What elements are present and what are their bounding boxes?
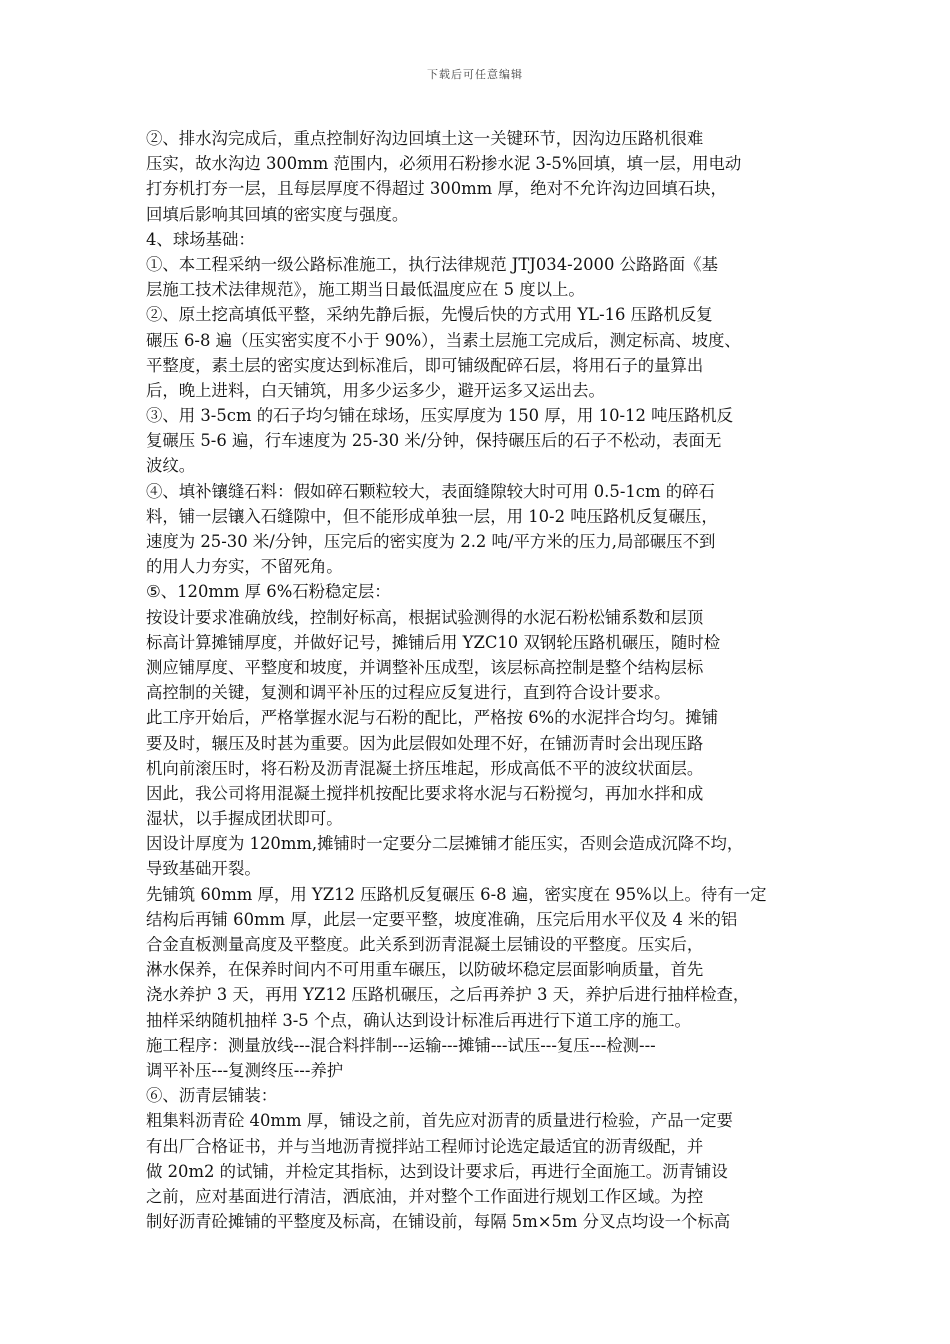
text-line: 测应铺厚度、平整度和坡度，并调整补压成型，该层标高控制是整个结构层标 <box>146 657 704 677</box>
text-line: 层施工技术法律规范》，施工期当日最低温度应在 5 度以上。 <box>146 280 585 300</box>
text-line: 先铺筑 60mm 厚，用 YZ12 压路机反复碾压 6-8 遍，密实度在 95%以上。待有一定 <box>146 884 767 904</box>
text-line: ⑤、120mm 厚 6%石粉稳定层： <box>146 582 391 602</box>
text-line: 后，晚上进料，白天铺筑，用多少运多少，避开运多又运出去。 <box>146 380 605 400</box>
text-line: 结构后再铺 60mm 厚，此层一定要平整，坡度准确，压完后用水平仪及 4 米的铝 <box>146 909 738 929</box>
text-line: 机向前滚压时，将石粉及沥青混凝土挤压堆起，形成高低不平的波纹状面层。 <box>146 758 704 778</box>
text-line: 施工程序：测量放线---混合料拌制---运输---摊铺---试压---复压---检测--- <box>146 1035 656 1055</box>
text-line: 湿状，以手握成团状即可。 <box>146 809 343 829</box>
text-line: 复碾压 5-6 遍，行车速度为 25-30 米/分钟，保持碾压后的石子不松动，表面无 <box>146 431 722 451</box>
text-line: 按设计要求准确放线，控制好标高，根据试验测得的水泥石粉松铺系数和层顶 <box>146 607 704 627</box>
text-line: 波纹。 <box>146 456 196 476</box>
text-line: 导致基础开裂。 <box>146 859 261 879</box>
text-line: 速度为 25-30 米/分钟，压完后的密实度为 2.2 吨/平方米的压力,局部碾压不到 <box>146 532 716 551</box>
text-line: 粗集料沥青砼 40mm 厚，铺设之前，首先应对沥青的质量进行检验，产品一定要 <box>146 1111 733 1131</box>
text-line: ②、原土挖高填低平整，采纳先静后振，先慢后快的方式用 YL-16 压路机反复 <box>146 305 713 325</box>
text-line: ①、本工程采纳一级公路标准施工，执行法律规范 JTJ034-2000 公路路面《基 <box>146 254 718 274</box>
text-line: 要及时，辗压及时甚为重要。因为此层假如处理不好，在铺沥青时会出现压路 <box>146 733 704 753</box>
text-line: 回填后影响其回填的密实度与强度。 <box>146 204 409 224</box>
text-line: 料，铺一层镶入石缝隙中，但不能形成单独一层，用 10-2 吨压路机反复碾压， <box>146 506 718 526</box>
text-line: 此工序开始后，严格掌握水泥与石粉的配比，严格按 6%的水泥拌合均匀。摊铺 <box>146 708 719 728</box>
text-line: 制好沥青砼摊铺的平整度及标高，在铺设前，每隔 5m×5m 分叉点均设一个标高 <box>146 1212 731 1232</box>
text-line: 碾压 6-8 遍（压实密实度不小于 90%），当素土层施工完成后，测定标高、坡度、 <box>146 330 741 350</box>
text-line: 因此，我公司将用混凝土搅拌机按配比要求将水泥与石粉搅匀，再加水拌和成 <box>146 783 704 803</box>
text-line: ②、排水沟完成后，重点控制好沟边回填土这一关键环节，因沟边压路机很难 <box>146 129 704 148</box>
text-line: 有出厂合格证书，并与当地沥青搅拌站工程师讨论选定最适宜的沥青级配，并 <box>146 1136 704 1156</box>
text-line: 标高计算摊铺厚度，并做好记号，摊铺后用 YZC10 双钢轮压路机碾压，随时检 <box>146 632 721 652</box>
text-line: ④、填补镶缝石料：假如碎石颗粒较大，表面缝隙较大时可用 0.5-1cm 的碎石 <box>146 481 715 501</box>
page-header: 下载后可任意编辑 <box>427 68 523 81</box>
text-line: 淋水保养，在保养时间内不可用重车碾压，以防破坏稳定层面影响质量，首先 <box>146 960 704 980</box>
text-line: 因设计厚度为 120mm,摊铺时一定要分二层摊铺才能压实，否则会造成沉降不均， <box>146 834 744 854</box>
text-line: ③、用 3-5cm 的石子均匀铺在球场，压实厚度为 150 厚，用 10-12 吨压路机反 <box>146 406 734 426</box>
text-line: 打夯机打夯一层，且每层厚度不得超过 300mm 厚，绝对不允许沟边回填石块， <box>146 179 727 199</box>
text-line: 平整度，素土层的密实度达到标准后，即可铺级配碎石层，将用石子的量算出 <box>146 355 704 375</box>
text-line: 抽样采纳随机抽样 3-5 个点，确认达到设计标准后再进行下道工序的施工。 <box>146 1010 691 1030</box>
text-line: 的用人力夯实，不留死角。 <box>146 557 343 577</box>
text-line: 调平补压---复测终压---养护 <box>146 1060 344 1080</box>
text-line: 压实，故水沟边 300mm 范围内，必须用石粉掺水泥 3-5%回填，填一层，用电动 <box>146 154 742 174</box>
text-line: 之前，应对基面进行清洁，洒底油，并对整个工作面进行规划工作区域。为控 <box>146 1186 704 1206</box>
text-line: 4、球场基础： <box>146 229 255 249</box>
text-line: 合金直板测量高度及平整度。此关系到沥青混凝土层铺设的平整度。压实后， <box>146 935 704 954</box>
document-body <box>146 126 806 1234</box>
text-line: 做 20m2 的试铺，并检定其指标，达到设计要求后，再进行全面施工。沥青铺设 <box>146 1161 728 1181</box>
text-line: 高控制的关键，复测和调平补压的过程应反复进行，直到符合设计要求。 <box>146 683 671 703</box>
text-line: 浇水养护 3 天，再用 YZ12 压路机碾压，之后再养护 3 天，养护后进行抽样检查， <box>146 985 750 1005</box>
text-line: ⑥、沥青层铺装： <box>146 1086 278 1106</box>
